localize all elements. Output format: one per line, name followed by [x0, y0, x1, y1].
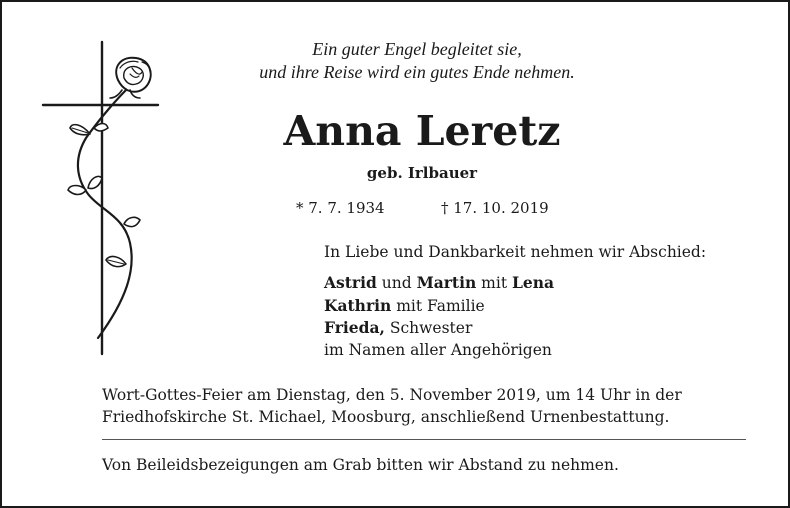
motto-line-2: und ihre Reise wird ein gutes Ende nehmen.	[259, 62, 575, 82]
mourner-line-2	[324, 295, 554, 318]
born-name: geb. Irlbauer	[366, 164, 478, 182]
death-date: † 17. 10. 2019	[441, 199, 549, 217]
mourner-name: Lena	[512, 273, 555, 292]
divider	[102, 439, 746, 440]
mourner-relation: Schwester	[384, 319, 473, 337]
service-line-1: Wort-Gottes-Feier am Dienstag, den 5. November 2019, um 14 Uhr in der	[102, 386, 682, 404]
service-line-2: Friedhofskirche St. Michael, Moosburg, anschließend Urnenbestattung.	[102, 407, 670, 426]
condolence-note: Von Beileidsbezeigungen am Grab bitten wir Abstand zu nehmen.	[102, 456, 619, 474]
motto	[217, 38, 617, 84]
cross-with-rose-icon	[40, 38, 170, 358]
mourner-name: Martin	[416, 273, 477, 292]
mourner-connector: und	[376, 274, 417, 292]
farewell-text: In Liebe und Dankbarkeit nehmen wir Abschied:	[324, 243, 707, 261]
mourner-name: Frieda,	[324, 318, 385, 337]
mourner-line-1	[324, 272, 554, 295]
mourner-line-3	[324, 317, 554, 340]
mourners-list	[324, 272, 554, 361]
birth-date: * 7. 7. 1934	[296, 199, 385, 217]
deceased-name: Anna Leretz	[283, 107, 561, 155]
mourner-relation: mit Familie	[391, 296, 485, 315]
mourner-name: Astrid	[324, 273, 377, 292]
mourner-name: Kathrin	[324, 295, 392, 315]
motto-line-1: Ein guter Engel begleitet sie,	[312, 39, 522, 59]
mourner-line-4: im Namen aller Angehörigen	[324, 340, 552, 359]
service-details	[102, 385, 682, 428]
mourner-connector: mit	[476, 274, 512, 292]
